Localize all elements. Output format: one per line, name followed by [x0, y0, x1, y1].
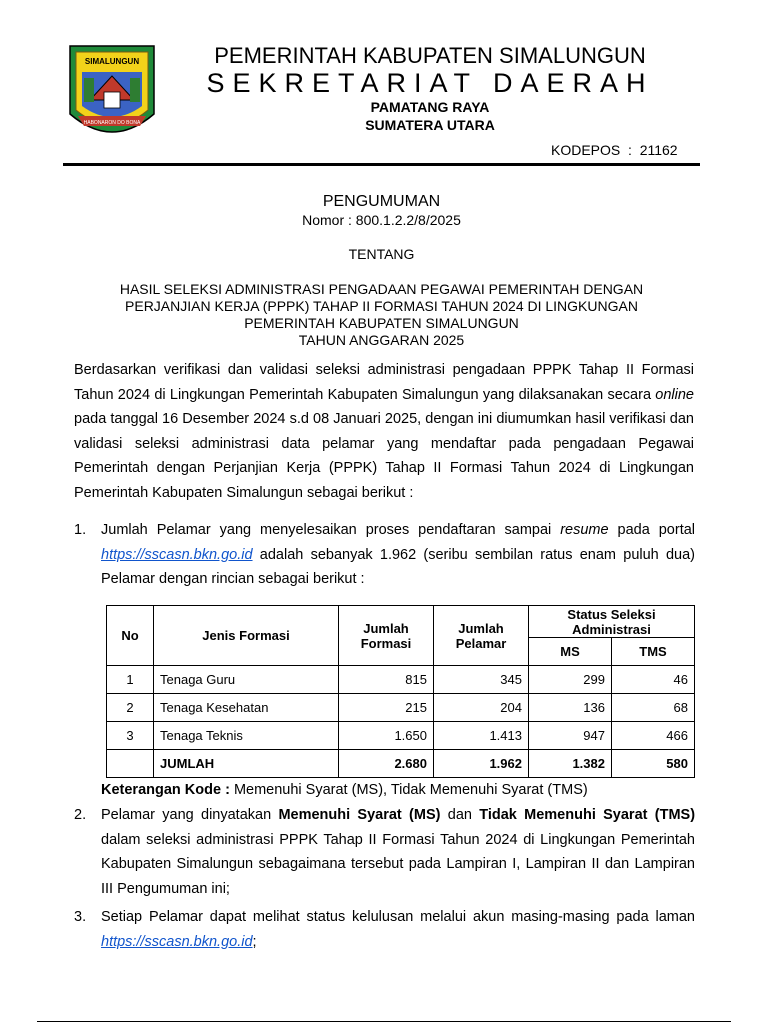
- item-3-text: Setiap Pelamar dapat melihat status kelulusan melalui akun masing-masing pada laman https://sscasn.bkn.go.id;: [101, 909, 695, 950]
- item-1-text: Jumlah Pelamar yang menyelesaikan proses pendaftaran sampai resume pada portal https://sscasn.bkn.go.id adalah sebanyak 1.962 (seribu sembilan ratus enam puluh dua) Pelamar dengan rincian sebagai berikut :: [101, 522, 696, 587]
- code-legend: Keterangan Kode : Memenuhi Syarat (MS), Tidak Memenuhi Syarat (TMS): [101, 782, 588, 798]
- table-total-row: JUMLAH 2.680 1.962 1.382 580: [107, 750, 695, 778]
- subject-line-4: TAHUN ANGGARAN 2025: [298, 332, 465, 348]
- col-jenis: Jenis Formasi: [154, 606, 339, 666]
- doc-heading: PENGUMUMAN: [322, 193, 441, 210]
- col-ms: MS: [529, 638, 612, 666]
- col-tms: TMS: [612, 638, 695, 666]
- doc-about-label: TENTANG: [348, 246, 415, 262]
- subject-line-1: HASIL SELEKSI ADMINISTRASI PENGADAAN PEGAWAI PEMERINTAH DENGAN: [119, 281, 644, 297]
- office-name: SEKRETARIAT DAERAH: [206, 68, 654, 98]
- svg-text:HABONARON DO BONA: HABONARON DO BONA: [83, 120, 141, 126]
- table-row: 1 Tenaga Guru 815 345 299 46: [107, 666, 695, 694]
- doc-number: Nomor : 800.1.2.2/8/2025: [302, 212, 461, 228]
- item-3-number: 3.: [74, 909, 87, 925]
- subject-line-2: PERJANJIAN KERJA (PPPK) TAHAP II FORMASI TAHUN 2024 DI LINGKUNGAN: [125, 298, 638, 314]
- simalungun-logo: [68, 42, 156, 144]
- applicant-table: [106, 605, 695, 778]
- item-2-number: 2.: [74, 807, 87, 823]
- sscasn-link[interactable]: https://sscasn.bkn.go.id: [101, 546, 253, 563]
- table-row: 3 Tenaga Teknis 1.650 1.413 947 466: [107, 722, 695, 750]
- postal-code: KODEPOS : 21162: [551, 142, 678, 158]
- svg-text:SIMALUNGUN: SIMALUNGUN: [84, 57, 140, 66]
- intro-paragraph: Berdasarkan verifikasi dan validasi seleksi administrasi pengadaan PPPK Tahap II Formasi Tahun 2024 di Lingkungan Pemerintah Kabupaten Simalungun yang dilaksanakan secara online pada tanggal 16 Desember 2024 s.d 08 Januari 2025, dengan ini diumumkan hasil verifikasi dan validasi seleksi administrasi data pelamar yang mendaftar pada pengadaan Pegawai Pemerintah dengan Perjanjian Kerja (PPPK) Tahap II Formasi Tahun 2024 di Lingkungan Pemerintah Kabupaten Simalungun sebagai berikut :: [74, 362, 694, 501]
- col-formasi: Jumlah Formasi: [339, 606, 434, 666]
- govt-name: PEMERINTAH KABUPATEN SIMALUNGUN: [214, 43, 646, 68]
- subject-line-3: PEMERINTAH KABUPATEN SIMALUNGUN: [244, 315, 519, 331]
- col-status: Status Seleksi Administrasi: [529, 606, 695, 638]
- col-no: No: [107, 606, 154, 666]
- item-2-text: Pelamar yang dinyatakan Memenuhi Syarat (MS) dan Tidak Memenuhi Syarat (TMS) dalam seleksi administrasi PPPK Tahap II Formasi Tahun 2024 di Lingkungan Pemerintah Kabupaten Simalungun sebagaimana tersebut pada Lampiran I, Lampiran II dan Lampiran III Pengumuman ini;: [101, 807, 696, 897]
- letterhead-rule: [63, 163, 700, 166]
- table-row: 2 Tenaga Kesehatan 215 204 136 68: [107, 694, 695, 722]
- province-name: SUMATERA UTARA: [365, 117, 495, 133]
- sscasn-link[interactable]: https://sscasn.bkn.go.id: [101, 933, 253, 950]
- item-1-number: 1.: [74, 522, 87, 538]
- page-footer-rule: [37, 1021, 731, 1022]
- col-pelamar: Jumlah Pelamar: [434, 606, 529, 666]
- city-name: PAMATANG RAYA: [370, 99, 490, 115]
